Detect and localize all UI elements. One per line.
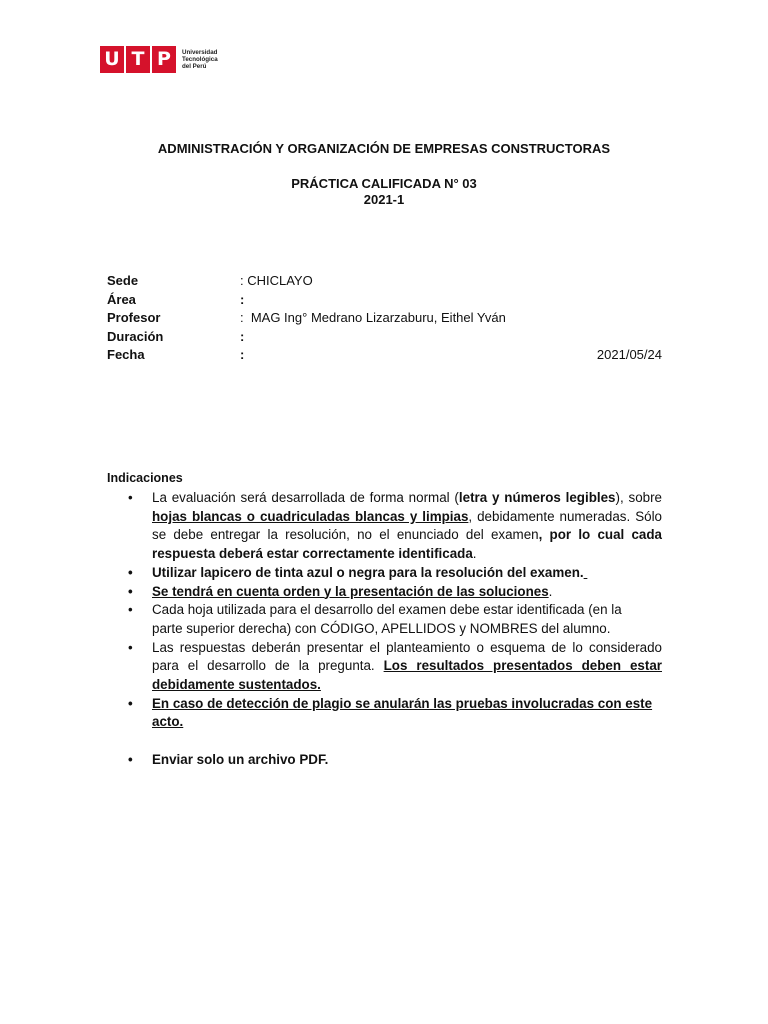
instruction-text: Utilizar lapicero de tinta azul o negra para la resolución del examen.: [152, 564, 584, 580]
bullet-icon: •: [128, 564, 133, 580]
period: 2021-1: [363, 192, 405, 207]
sede-label: Sede: [107, 273, 139, 288]
exam-info: [107, 273, 662, 366]
instruction-item: [107, 489, 662, 564]
bullet-icon: •: [128, 639, 133, 655]
logo-subtitle-line: Universidad: [182, 48, 218, 56]
instruction-text: .: [548, 583, 553, 599]
info-row-sede: [107, 273, 662, 292]
info-row-fecha: [107, 347, 662, 366]
fecha-value: :: [240, 347, 245, 362]
fecha-label: Fecha: [107, 347, 145, 362]
course-title: ADMINISTRACIÓN Y ORGANIZACIÓN DE EMPRESAS CONSTRUCTORAS: [157, 141, 611, 156]
spacer: [107, 732, 662, 751]
instruction-emphasis: letra y números legibles: [458, 490, 616, 505]
duracion-value: :: [240, 328, 245, 344]
bullet-icon: •: [128, 490, 133, 505]
area-label: Área: [107, 291, 136, 307]
bullet-icon: •: [128, 751, 133, 767]
instruction-text: Cada hoja utilizada para el desarrollo del examen debe estar identificada (en la: [152, 602, 622, 618]
bullet-icon: •: [128, 695, 133, 711]
logo-letter-u: U: [100, 46, 124, 73]
instruction-emphasis: hojas blancas o cuadriculadas blancas y limpias: [152, 508, 469, 524]
instruction-emphasis: , por lo cual cada respuesta deberá estar correctamente identificada: [152, 527, 662, 562]
instruction-emphasis: acto.: [152, 714, 184, 730]
fecha-date: 2021/05/24: [596, 347, 662, 362]
instruction-item: [107, 583, 662, 602]
bullet-icon: •: [128, 583, 133, 599]
profesor-label: Profesor: [107, 310, 161, 325]
logo-subtitle-line: Tecnológica: [182, 55, 218, 63]
utp-logo: [100, 44, 218, 74]
sede-value: : CHICLAYO: [240, 273, 313, 288]
instruction-emphasis: En caso de detección de plagio se anularán las pruebas involucradas con este: [152, 695, 653, 711]
logo-letter-t: T: [126, 46, 150, 73]
instruction-text: [584, 565, 588, 580]
info-row-profesor: [107, 310, 662, 329]
instruction-text: parte superior derecha) con CÓDIGO, APELLIDOS y NOMBRES del alumno.: [152, 620, 611, 636]
logo-subtitle-line: del Perú: [182, 62, 207, 70]
instruction-item: [107, 564, 662, 583]
profesor-value: : MAG Ing° Medrano Lizarzaburu, Eithel Yván: [240, 310, 506, 325]
instruction-text: ), sobre: [615, 490, 663, 505]
instruction-item: [107, 639, 662, 695]
instruction-text: , debidamente numeradas. Sólo se debe entregar la resolución, no el enunciado del examen: [152, 508, 662, 543]
bullet-icon: •: [128, 602, 133, 618]
instruction-emphasis: Enviar solo un archivo PDF.: [152, 751, 329, 767]
instruction-item: [107, 695, 662, 732]
instruction-item: [107, 601, 662, 638]
logo-subtitle: [182, 49, 218, 70]
instruction-item: [107, 751, 662, 770]
info-row-area: [107, 292, 662, 311]
instructions-list: [107, 489, 662, 770]
instruction-emphasis: Se tendrá en cuenta orden y la presentación de las soluciones: [152, 583, 549, 599]
instruction-text: .: [472, 546, 477, 562]
instruction-text: La evaluación será desarrollada de forma normal (: [152, 490, 459, 505]
logo-letter-p: P: [152, 46, 176, 73]
area-value: :: [240, 291, 245, 307]
practice-title: PRÁCTICA CALIFICADA N° 03: [291, 176, 477, 191]
instruction-text: Las respuestas deberán presentar el planteamiento o esquema de lo considerado para el desarrollo de la pregunta.: [152, 639, 662, 674]
info-row-duracion: [107, 329, 662, 348]
duracion-label: Duración: [107, 328, 164, 344]
instructions-title: Indicaciones: [107, 471, 183, 485]
instruction-emphasis: Los resultados presentados deben estar debidamente sustentados.: [152, 658, 662, 693]
